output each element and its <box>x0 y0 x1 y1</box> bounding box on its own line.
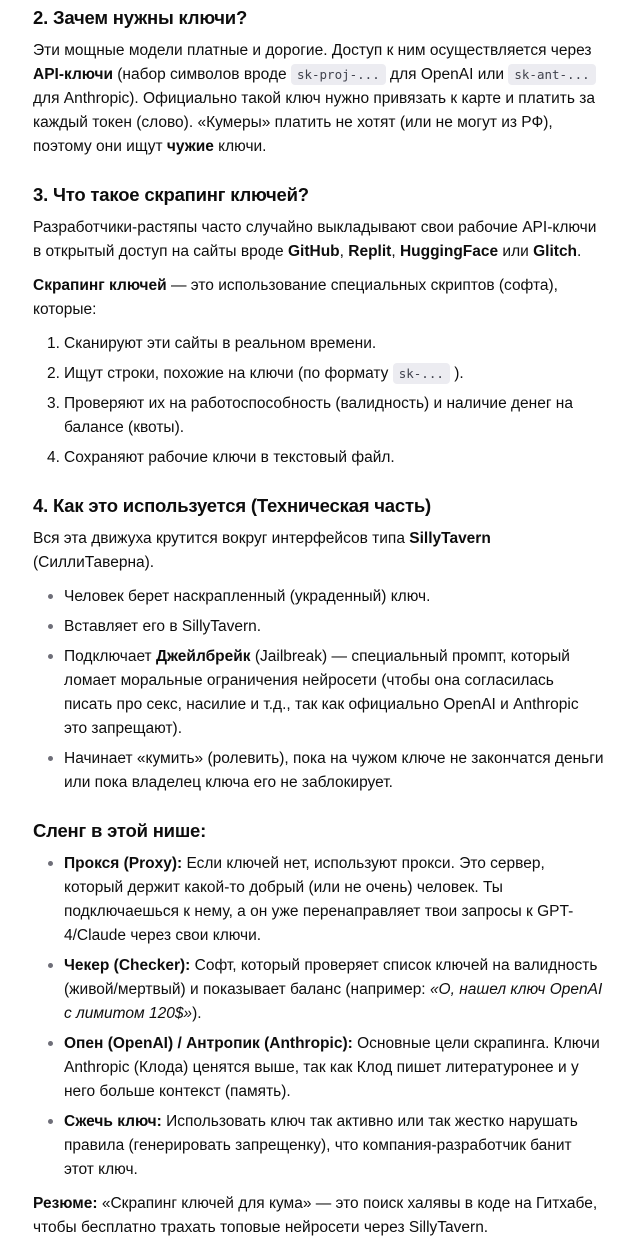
bold-text: Сжечь ключ: <box>64 1113 162 1130</box>
text-run: Сканируют эти сайты в реальном времени. <box>64 335 377 352</box>
text-run: Человек берет наскрапленный (украденный) ключ. <box>64 588 431 605</box>
section-heading: 2. Зачем нужны ключи? <box>33 7 248 28</box>
bullet-icon <box>48 1119 53 1124</box>
text-run: Вставляет его в SillyTavern. <box>64 618 262 635</box>
bold-text: SillyTavern <box>409 530 491 547</box>
bullet-icon <box>48 963 53 968</box>
text-run: Использовать ключ так активно или так жестко нарушать правила (генерировать запрещенку), что компания-разработчик банит этот ключ. <box>64 1113 578 1178</box>
list-number: 4. <box>47 449 60 466</box>
paragraph <box>33 1192 604 1240</box>
list-item <box>64 1110 604 1182</box>
bold-text: GitHub <box>287 243 340 260</box>
text-run: или <box>498 243 534 260</box>
bold-text: Опен (OpenAI) / Антропик (Anthropic): <box>64 1035 353 1052</box>
bullet-icon <box>48 1041 53 1046</box>
bullet-icon <box>48 594 53 599</box>
section-heading: Сленг в этой нише: <box>33 820 207 841</box>
list-item <box>64 1032 604 1104</box>
paragraph <box>33 216 604 264</box>
paragraph <box>33 39 604 159</box>
paragraph <box>33 274 604 322</box>
text-run: Если ключей нет, используют прокси. Это сервер, который держит какой-то добрый (или не очень) человек. Ты подключаешься к нему, а он уже перенаправляет твои запросы к GPT-4/Claude через свои ключи. <box>64 855 574 944</box>
text-run: . <box>577 243 582 260</box>
list-item <box>47 332 604 356</box>
text-run: Подключает <box>64 648 156 665</box>
inline-code: sk-ant-... <box>508 64 595 85</box>
bold-text: Чекер (Checker): <box>64 957 191 974</box>
text-run: Ищут строки, похожие на ключи (по формату <box>64 365 393 382</box>
text-run: (СиллиТаверна). <box>33 554 155 571</box>
text-run: ). <box>192 1005 202 1022</box>
list-number: 3. <box>47 395 60 412</box>
text-run: (Jailbreak) — специальный промпт, который ломает моральные ограничения нейросети (чтобы она согласилась писать про секс, насилие и т.д., так как официально OpenAI и Anthropic это запрещают). <box>64 648 579 737</box>
bold-text: Glitch <box>533 243 578 260</box>
list-item <box>47 446 604 470</box>
list-item <box>47 392 604 440</box>
list-item <box>64 585 604 609</box>
section-heading: 3. Что такое скрапинг ключей? <box>33 184 309 205</box>
text-run: Основные цели скрапинга. Ключи Anthropic (Клода) ценятся выше, так как Клод пишет литературонее и у него больше контекст (память). <box>64 1035 600 1100</box>
text-run: для Anthropic). Официально такой ключ нужно привязать к карте и платить за каждый токен (слово). «Кумеры» платить не хотят (или не могут из РФ), поэтому они ищут <box>33 90 595 155</box>
bold-text: чужие <box>166 138 214 155</box>
ordered-list <box>33 332 604 470</box>
bold-text: API-ключи <box>33 66 113 83</box>
bullet-list <box>33 852 604 1182</box>
list-item <box>64 747 604 795</box>
list-number: 1. <box>47 335 60 352</box>
text-run: — это использование специальных скриптов (софта), которые: <box>33 277 558 318</box>
text-run: Вся эта движуха крутится вокруг интерфейсов типа <box>33 530 410 547</box>
message-content <box>33 6 604 1240</box>
text-run: , <box>391 243 400 260</box>
bold-text: Скрапинг ключей <box>33 277 167 294</box>
bullet-icon <box>48 861 53 866</box>
bullet-icon <box>48 624 53 629</box>
list-item <box>47 362 604 386</box>
paragraph <box>33 527 604 575</box>
text-run: Эти мощные модели платные и дорогие. Доступ к ним осуществляется через <box>33 42 592 59</box>
list-number: 2. <box>47 365 60 382</box>
text-run: , <box>339 243 349 260</box>
bold-text: Джейлбрейк <box>155 648 251 665</box>
text-run: ). <box>449 365 464 382</box>
bold-text: Резюме: <box>33 1195 98 1212</box>
bullet-icon <box>48 654 53 659</box>
inline-code: sk-... <box>393 363 450 384</box>
list-item <box>64 645 604 741</box>
text-run: (набор символов вроде <box>112 66 291 83</box>
text-run: Проверяют их на работоспособность (валидность) и наличие денег на балансе (квоты). <box>64 395 573 436</box>
section-heading: 4. Как это используется (Техническая часть) <box>33 495 431 516</box>
bullet-icon <box>48 756 53 761</box>
bold-text: HuggingFace <box>399 243 499 260</box>
list-item <box>64 852 604 948</box>
text-run: «Скрапинг ключей для кума» — это поиск халявы в коде на Гитхабе, чтобы бесплатно трахать топовые нейросети через SillyTavern. <box>33 1195 598 1236</box>
italic-text: «О, нашел ключ OpenAI с лимитом 120$» <box>64 981 603 1022</box>
text-run: Начинает «кумить» (ролевить), пока на чужом ключе не закончатся деньги или пока владелец ключа его не заблокирует. <box>64 750 604 791</box>
list-item <box>64 954 604 1026</box>
inline-code: sk-proj-... <box>291 64 386 85</box>
bullet-list <box>33 585 604 795</box>
text-run: ключи. <box>213 138 267 155</box>
bold-text: Прокся (Proxy): <box>64 855 183 872</box>
bold-text: Replit <box>348 243 392 260</box>
text-run: для OpenAI или <box>385 66 509 83</box>
text-run: Сохраняют рабочие ключи в текстовый файл. <box>64 449 395 466</box>
list-item <box>64 615 604 639</box>
text-run: Разработчики-растяпы часто случайно выкладывают свои рабочие API-ключи в открытый доступ на сайты вроде <box>33 219 597 260</box>
text-run: Софт, который проверяет список ключей на валидность (живой/мертвый) и показывает баланс (например: <box>64 957 598 998</box>
